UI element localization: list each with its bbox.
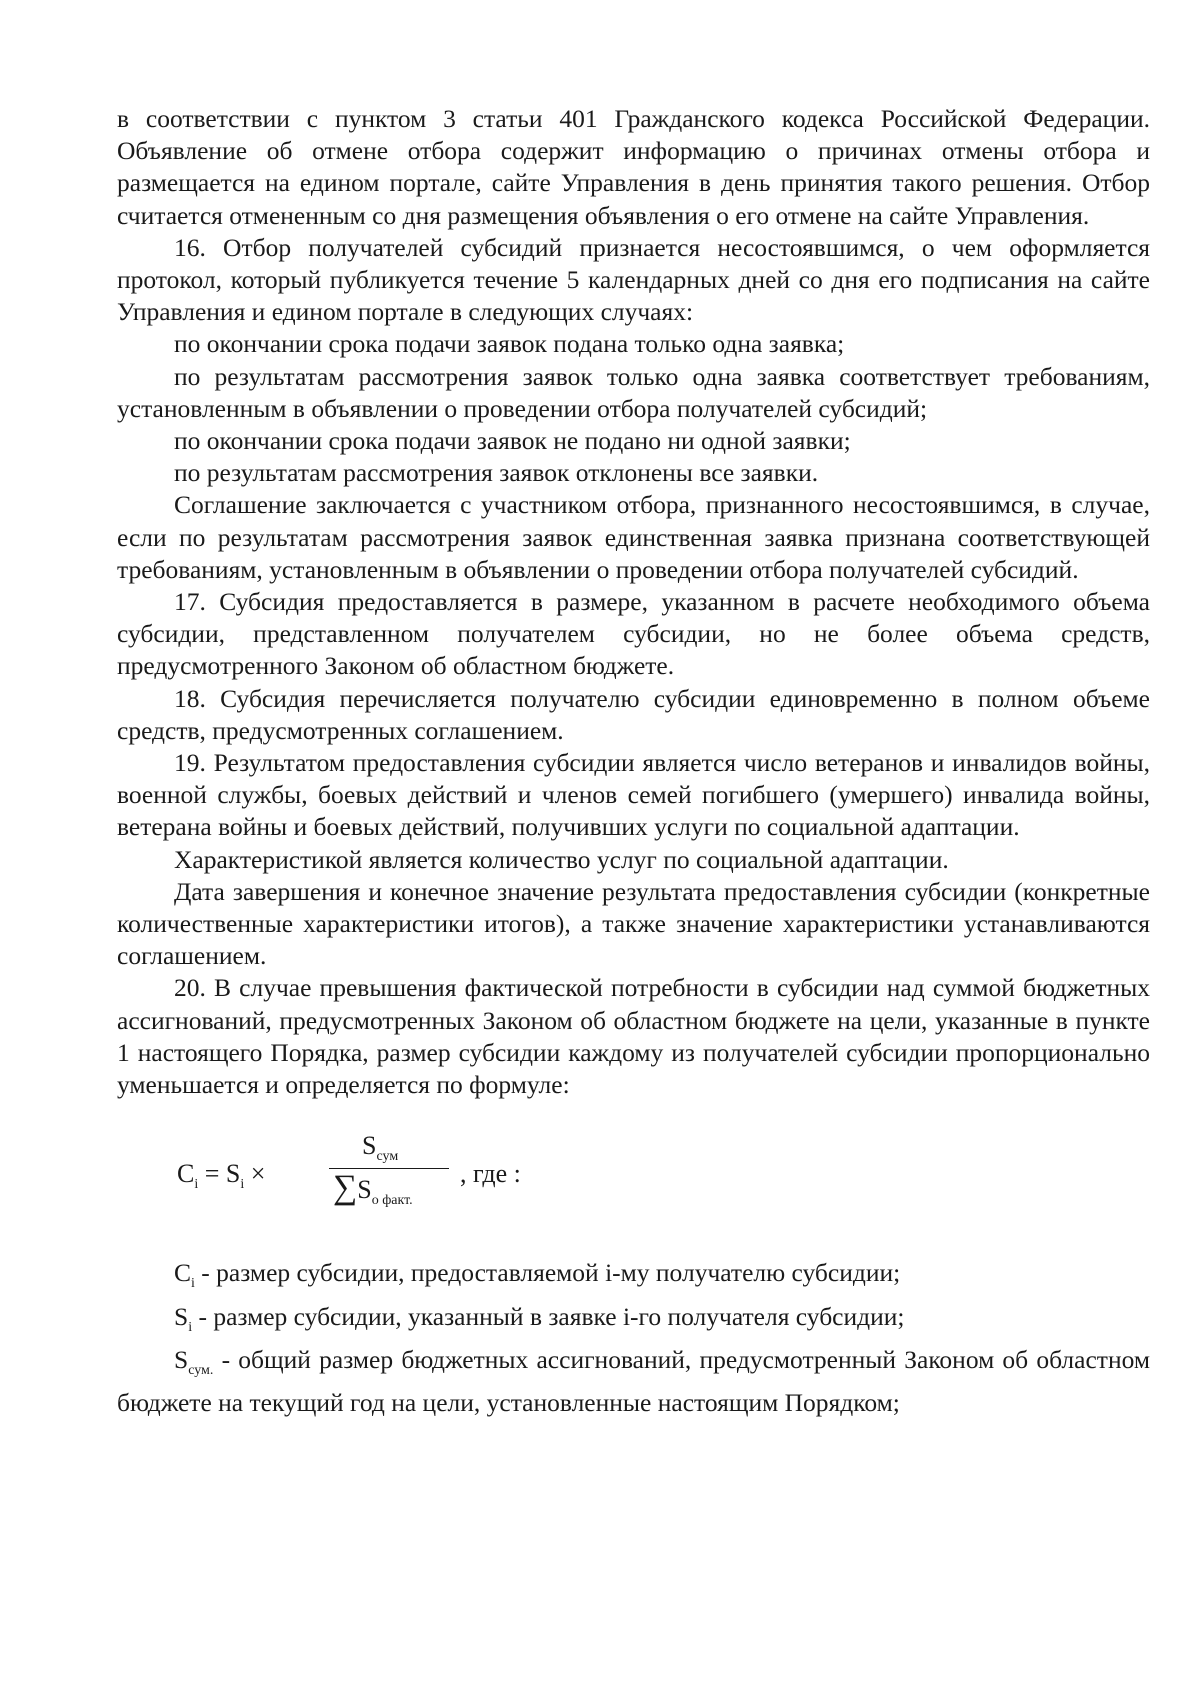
formula-tail: , где :	[460, 1159, 521, 1189]
formula-lhs: $C_i = S_i$ ×	[177, 1159, 266, 1193]
paragraph-2: 16. Отбор получателей субсидий признается несостоявшимся, о чем оформляется протокол, который публикуется течение 5 календарных дней со дня его подписания на сайте Управления и едином портале в следующих случаях:	[117, 232, 1150, 327]
paragraph-1: в соответствии с пунктом 3 статьи 401 Гражданского кодекса Российской Федерации. Объявление об отмене отбора содержит информацию о причинах отмены отбора и размещается на едином портале, сайте Управления в день принятия такого решения. Отбор считается отмененным со дня размещения объявления о его отмене на сайте Управления.	[117, 104, 1150, 230]
definition-ssum: $S_{сум.}$ - общий размер бюджетных ассигнований, предусмотренный Законом об областном бюджете на текущий год на цели, установленные настоящим Порядком;	[117, 1344, 1150, 1418]
paragraph-11: Характеристикой является количество услуг по социальной адаптации.	[174, 844, 949, 874]
definition-ci: $C_i$ - размер субсидии, предоставляемой i-му получателю субсидии;	[174, 1258, 901, 1292]
paragraph-4: по результатам рассмотрения заявок только одна заявка соответствует требованиям, установленным в объявлении о проведении отбора получателей субсидий;	[117, 361, 1150, 423]
paragraph-6: по результатам рассмотрения заявок отклонены все заявки.	[174, 458, 819, 488]
paragraph-9: 18. Субсидия перечисляется получателю субсидии единовременно в полном объеме средств, предусмотренных соглашением.	[117, 683, 1150, 745]
formula-denominator: $\sum S_{о факт.}$	[333, 1169, 413, 1209]
paragraph-8: 17. Субсидия предоставляется в размере, указанном в расчете необходимого объема субсидии, представленном получателем субсидии, но не более объема средств, предусмотренного Законом об областном бюджете.	[117, 587, 1150, 681]
paragraph-7: Соглашение заключается с участником отбора, признанного несостоявшимся, в случае, если по результатам рассмотрения заявок единственная заявка признана соответствующей требованиям, установленным в объявлении о проведении отбора получателей субсидий.	[117, 490, 1150, 584]
definition-si: $S_i$ - размер субсидии, указанный в заявке i-го получателя субсидии;	[174, 1301, 905, 1335]
paragraph-3: по окончании срока подачи заявок подана только одна заявка;	[174, 329, 845, 359]
paragraph-10: 19. Результатом предоставления субсидии является число ветеранов и инвалидов войны, военной службы, боевых действий и членов семей погибшего (умершего) инвалида войны, ветерана войны и боевых действий, получивших услуги по социальной адаптации.	[117, 748, 1150, 842]
paragraph-5: по окончании срока подачи заявок не подано ни одной заявки;	[174, 426, 851, 456]
paragraph-12: Дата завершения и конечное значение результата предоставления субсидии (конкретные количественные характеристики итогов), а также значение характеристики устанавливаются соглашением.	[117, 876, 1150, 971]
paragraph-13: 20. В случае превышения фактической потребности в субсидии над суммой бюджетных ассигнований, предусмотренных Законом об областном бюджете на цели, указанные в пункте 1 настоящего Порядка, размер субсидии каждому из получателей субсидии пропорционально уменьшается и определяется по формуле:	[117, 973, 1150, 1100]
formula-numerator: $S_{сум}$	[362, 1131, 399, 1165]
subsidy-formula	[177, 1131, 1150, 1241]
definitions	[117, 1257, 1150, 1419]
